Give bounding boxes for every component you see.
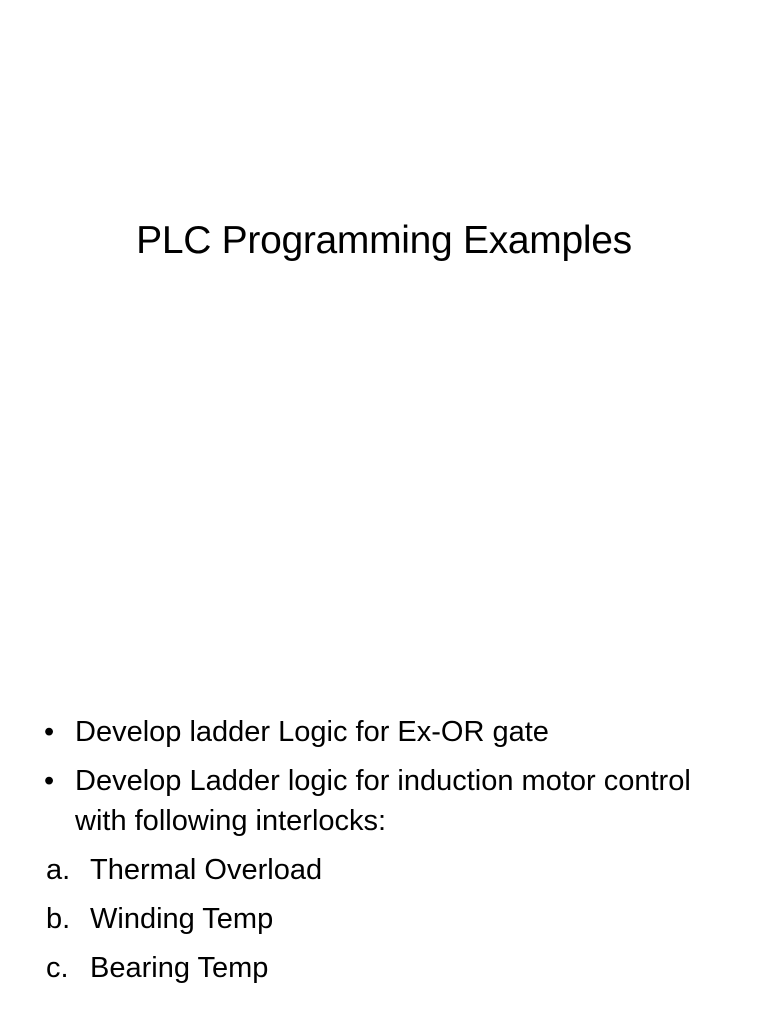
sub-list-marker: c. <box>46 952 69 984</box>
sub-list-marker: b. <box>46 903 71 935</box>
bullet-icon: • <box>44 716 55 748</box>
sub-list-item <box>44 899 744 939</box>
bullet-item <box>44 712 744 752</box>
sub-list-marker: a. <box>46 854 71 886</box>
sub-list-item <box>44 948 744 988</box>
bullet-icon: • <box>44 765 55 797</box>
slide-title: PLC Programming Examples <box>136 219 632 262</box>
sub-list-text: Thermal Overload <box>90 854 323 886</box>
sub-list-item <box>44 850 744 890</box>
sub-list-text: Bearing Temp <box>90 952 269 984</box>
slide-content <box>44 712 744 997</box>
bullet-text: Develop Ladder logic for induction motor control with following interlocks: <box>75 765 691 837</box>
bullet-text: Develop ladder Logic for Ex-OR gate <box>75 716 549 748</box>
sub-list-text: Winding Temp <box>90 903 274 935</box>
bullet-item <box>44 761 744 841</box>
